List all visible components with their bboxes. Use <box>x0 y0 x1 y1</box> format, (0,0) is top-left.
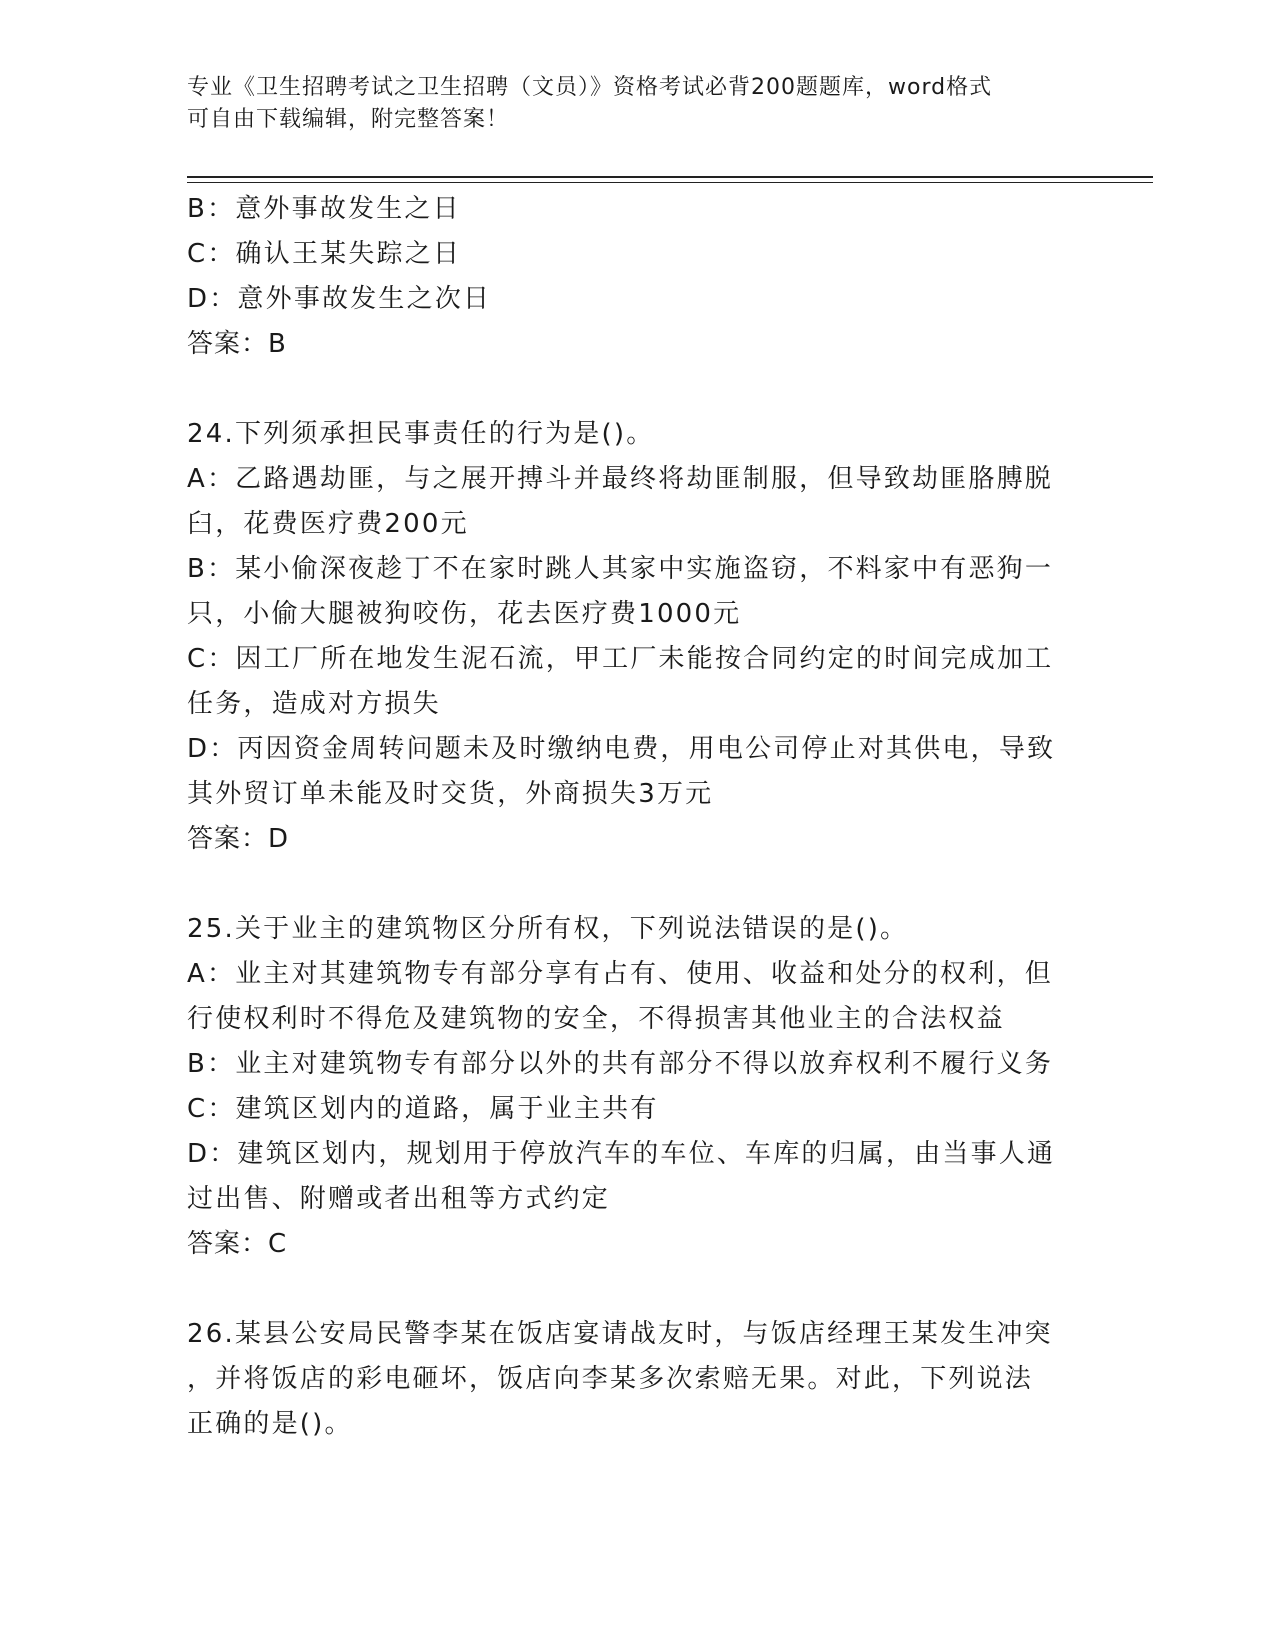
option-b-line-1: B：某小偷深夜趁丁不在家时跳人其家中实施盗窃，不料家中有恶狗一 <box>187 554 1054 584</box>
answer-line: 答案：C <box>187 1229 288 1259</box>
option-c: C：建筑区划内的道路，属于业主共有 <box>187 1094 659 1124</box>
option-c-line-2: 任务，造成对方损失 <box>187 689 441 719</box>
option-d-line-1: D：建筑区划内，规划用于停放汽车的车位、车库的归属，由当事人通 <box>187 1139 1056 1169</box>
option-b-line-2: 只，小偷大腿被狗咬伤，花去医疗费1000元 <box>187 599 742 629</box>
option-d-line-1: D：丙因资金周转问题未及时缴纳电费，用电公司停止对其供电，导致 <box>187 734 1056 764</box>
header-divider-thin <box>187 182 1153 183</box>
question-23-continued <box>187 187 1067 367</box>
question-24 <box>187 412 1067 862</box>
question-stem-line-1: 26.某县公安局民警李某在饭店宴请战友时，与饭店经理王某发生冲突 <box>187 1319 1053 1349</box>
option-a-line-2: 臼，花费医疗费200元 <box>187 509 469 539</box>
header-title-line-1: 专业《卫生招聘考试之卫生招聘（文员）》资格考试必背200题题库，word格式 <box>187 75 993 100</box>
question-stem-line-2: ，并将饭店的彩电砸坏，饭店向李某多次索赔无果。对此，下列说法 <box>187 1364 1034 1394</box>
document-header <box>187 72 1067 136</box>
question-26 <box>187 1312 1067 1447</box>
option-a-line-1: A：业主对其建筑物专有部分享有占有、使用、收益和处分的权利，但 <box>187 959 1053 989</box>
option-b: B：业主对建筑物专有部分以外的共有部分不得以放弃权利不履行义务 <box>187 1049 1054 1079</box>
option-d-line-2: 其外贸订单未能及时交货，外商损失3万元 <box>187 779 714 809</box>
option-b: B：意外事故发生之日 <box>187 194 461 224</box>
option-c-line-1: C：因工厂所在地发生泥石流，甲工厂未能按合同约定的时间完成加工 <box>187 644 1054 674</box>
question-stem: 25.关于业主的建筑物区分所有权，下列说法错误的是()。 <box>187 914 909 944</box>
option-d-line-2: 过出售、附赠或者出租等方式约定 <box>187 1184 611 1214</box>
option-a-line-1: A：乙路遇劫匪，与之展开搏斗并最终将劫匪制服，但导致劫匪胳膊脱 <box>187 464 1053 494</box>
question-25 <box>187 907 1067 1267</box>
spacer <box>187 862 1067 907</box>
answer-line: 答案：B <box>187 329 287 359</box>
option-d: D：意外事故发生之次日 <box>187 284 492 314</box>
document-body <box>187 187 1067 1447</box>
question-stem-line-3: 正确的是()。 <box>187 1409 353 1439</box>
spacer <box>187 1267 1067 1312</box>
option-c: C：确认王某失踪之日 <box>187 239 462 269</box>
answer-line: 答案：D <box>187 824 290 854</box>
question-stem: 24.下列须承担民事责任的行为是()。 <box>187 419 655 449</box>
option-a-line-2: 行使权利时不得危及建筑物的安全，不得损害其他业主的合法权益 <box>187 1004 1005 1034</box>
header-divider-thick <box>187 176 1153 178</box>
spacer <box>187 367 1067 412</box>
header-title-line-2: 可自由下载编辑，附完整答案！ <box>187 107 510 132</box>
